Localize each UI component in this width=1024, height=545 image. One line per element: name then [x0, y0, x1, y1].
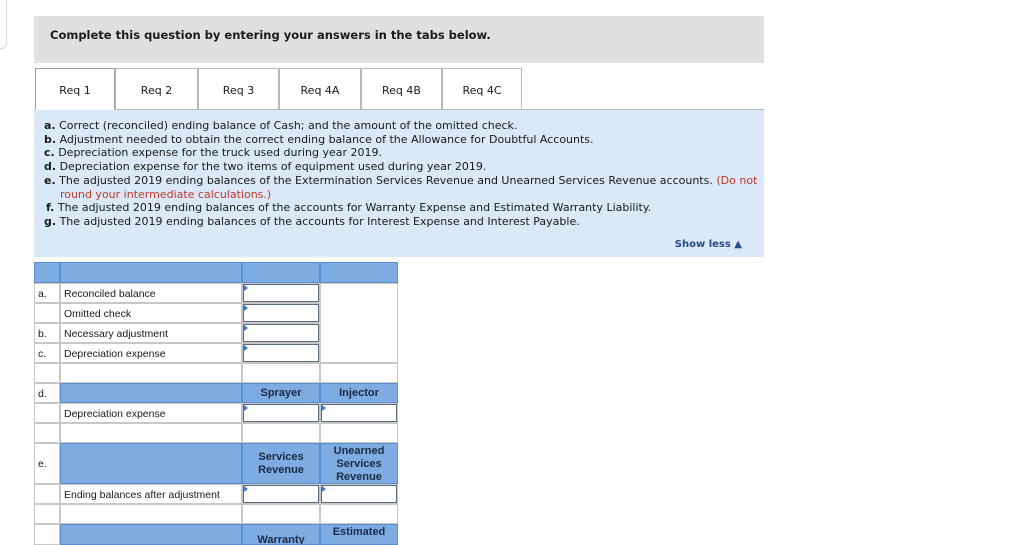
question-panel: [34, 110, 764, 257]
empty-cell: [320, 363, 398, 383]
header-cell: [60, 383, 242, 403]
empty-cell: [34, 363, 60, 383]
instruction-text: Complete this question by entering your answers in the tabs below.: [50, 28, 491, 42]
header-cell: [242, 262, 320, 283]
header-cell: [60, 443, 242, 484]
empty-cell: [60, 363, 242, 383]
empty-cell: [320, 423, 398, 443]
empty-cell: [34, 504, 60, 524]
injector-header: Injector: [320, 383, 398, 403]
header-cell: [60, 262, 242, 283]
tab-req-3[interactable]: Req 3: [198, 68, 279, 110]
unearned-services-revenue-header: Unearned Services Revenue: [320, 443, 398, 484]
row-letter-b: b.: [34, 323, 60, 343]
empty-cell: [242, 423, 320, 443]
reconciled-balance-label: Reconciled balance: [60, 283, 242, 303]
empty-cell: [34, 423, 60, 443]
empty-cell: [60, 504, 242, 524]
empty-cell: [34, 403, 60, 423]
empty-cell: [242, 363, 320, 383]
necessary-adjustment-input[interactable]: [243, 324, 319, 342]
question-c: c. Depreciation expense for the truck used during year 2019.: [44, 146, 383, 160]
empty-cell: [320, 504, 398, 524]
estimated-header: Estimated: [320, 524, 398, 545]
rounding-note: (Do not round your intermediate calculations.): [60, 173, 758, 201]
tab-req-4c[interactable]: Req 4C: [442, 68, 522, 110]
question-e: e. The adjusted 2019 ending balances of the Extermination Services Revenue and Unearned Services Revenue accounts. (Do not round your intermediate calculations.): [44, 173, 758, 201]
header-cell: [34, 262, 60, 283]
omitted-check-input[interactable]: [243, 304, 319, 322]
tab-req-2[interactable]: Req 2: [115, 68, 198, 110]
tab-req-4b[interactable]: Req 4B: [361, 68, 442, 110]
empty-cell: [34, 524, 60, 545]
header-cell: [60, 524, 242, 545]
sprayer-depreciation-input[interactable]: [243, 404, 319, 422]
sprayer-header: Sprayer: [242, 383, 320, 403]
equipment-depreciation-label: Depreciation expense: [60, 403, 242, 423]
tab-req-1[interactable]: Req 1: [35, 68, 115, 110]
empty-cell: [60, 423, 242, 443]
question-g: g. The adjusted 2019 ending balances of the accounts for Interest Expense and Interest Payable.: [44, 214, 580, 228]
services-revenue-input[interactable]: [243, 485, 319, 503]
ending-balances-label: Ending balances after adjustment: [60, 484, 242, 504]
empty-cell: [242, 504, 320, 524]
row-letter-d: d.: [34, 383, 60, 403]
question-a: a. Correct (reconciled) ending balance of Cash; and the amount of the omitted check.: [44, 119, 518, 132]
row-letter-a: a.: [34, 283, 60, 303]
reconciled-balance-input[interactable]: [243, 284, 319, 302]
empty-cell: [320, 283, 398, 363]
question-d: d. Depreciation expense for the two items of equipment used during year 2019.: [44, 160, 487, 174]
necessary-adjustment-label: Necessary adjustment: [60, 323, 242, 343]
services-revenue-header: Services Revenue: [242, 443, 320, 484]
show-less-link[interactable]: Show less ▲: [674, 239, 742, 250]
question-f: f. The adjusted 2019 ending balances of the accounts for Warranty Expense and Estimated Warranty Liability.: [46, 201, 652, 215]
truck-depreciation-label: Depreciation expense: [60, 343, 242, 363]
instruction-bar: [34, 16, 764, 63]
injector-depreciation-input[interactable]: [321, 404, 397, 422]
question-b: b. Adjustment needed to obtain the correct ending balance of the Allowance for Doubtful Accounts.: [44, 132, 594, 146]
left-edge-decoration: [0, 0, 7, 49]
row-letter-e: e.: [34, 443, 60, 484]
warranty-header: Warranty: [242, 524, 320, 545]
empty-cell: [34, 303, 60, 323]
header-cell: [320, 262, 398, 283]
row-letter-c: c.: [34, 343, 60, 363]
unearned-revenue-input[interactable]: [321, 485, 397, 503]
omitted-check-label: Omitted check: [60, 303, 242, 323]
truck-depreciation-input[interactable]: [243, 344, 319, 362]
tab-req-4a[interactable]: Req 4A: [279, 68, 361, 110]
empty-cell: [34, 484, 60, 504]
